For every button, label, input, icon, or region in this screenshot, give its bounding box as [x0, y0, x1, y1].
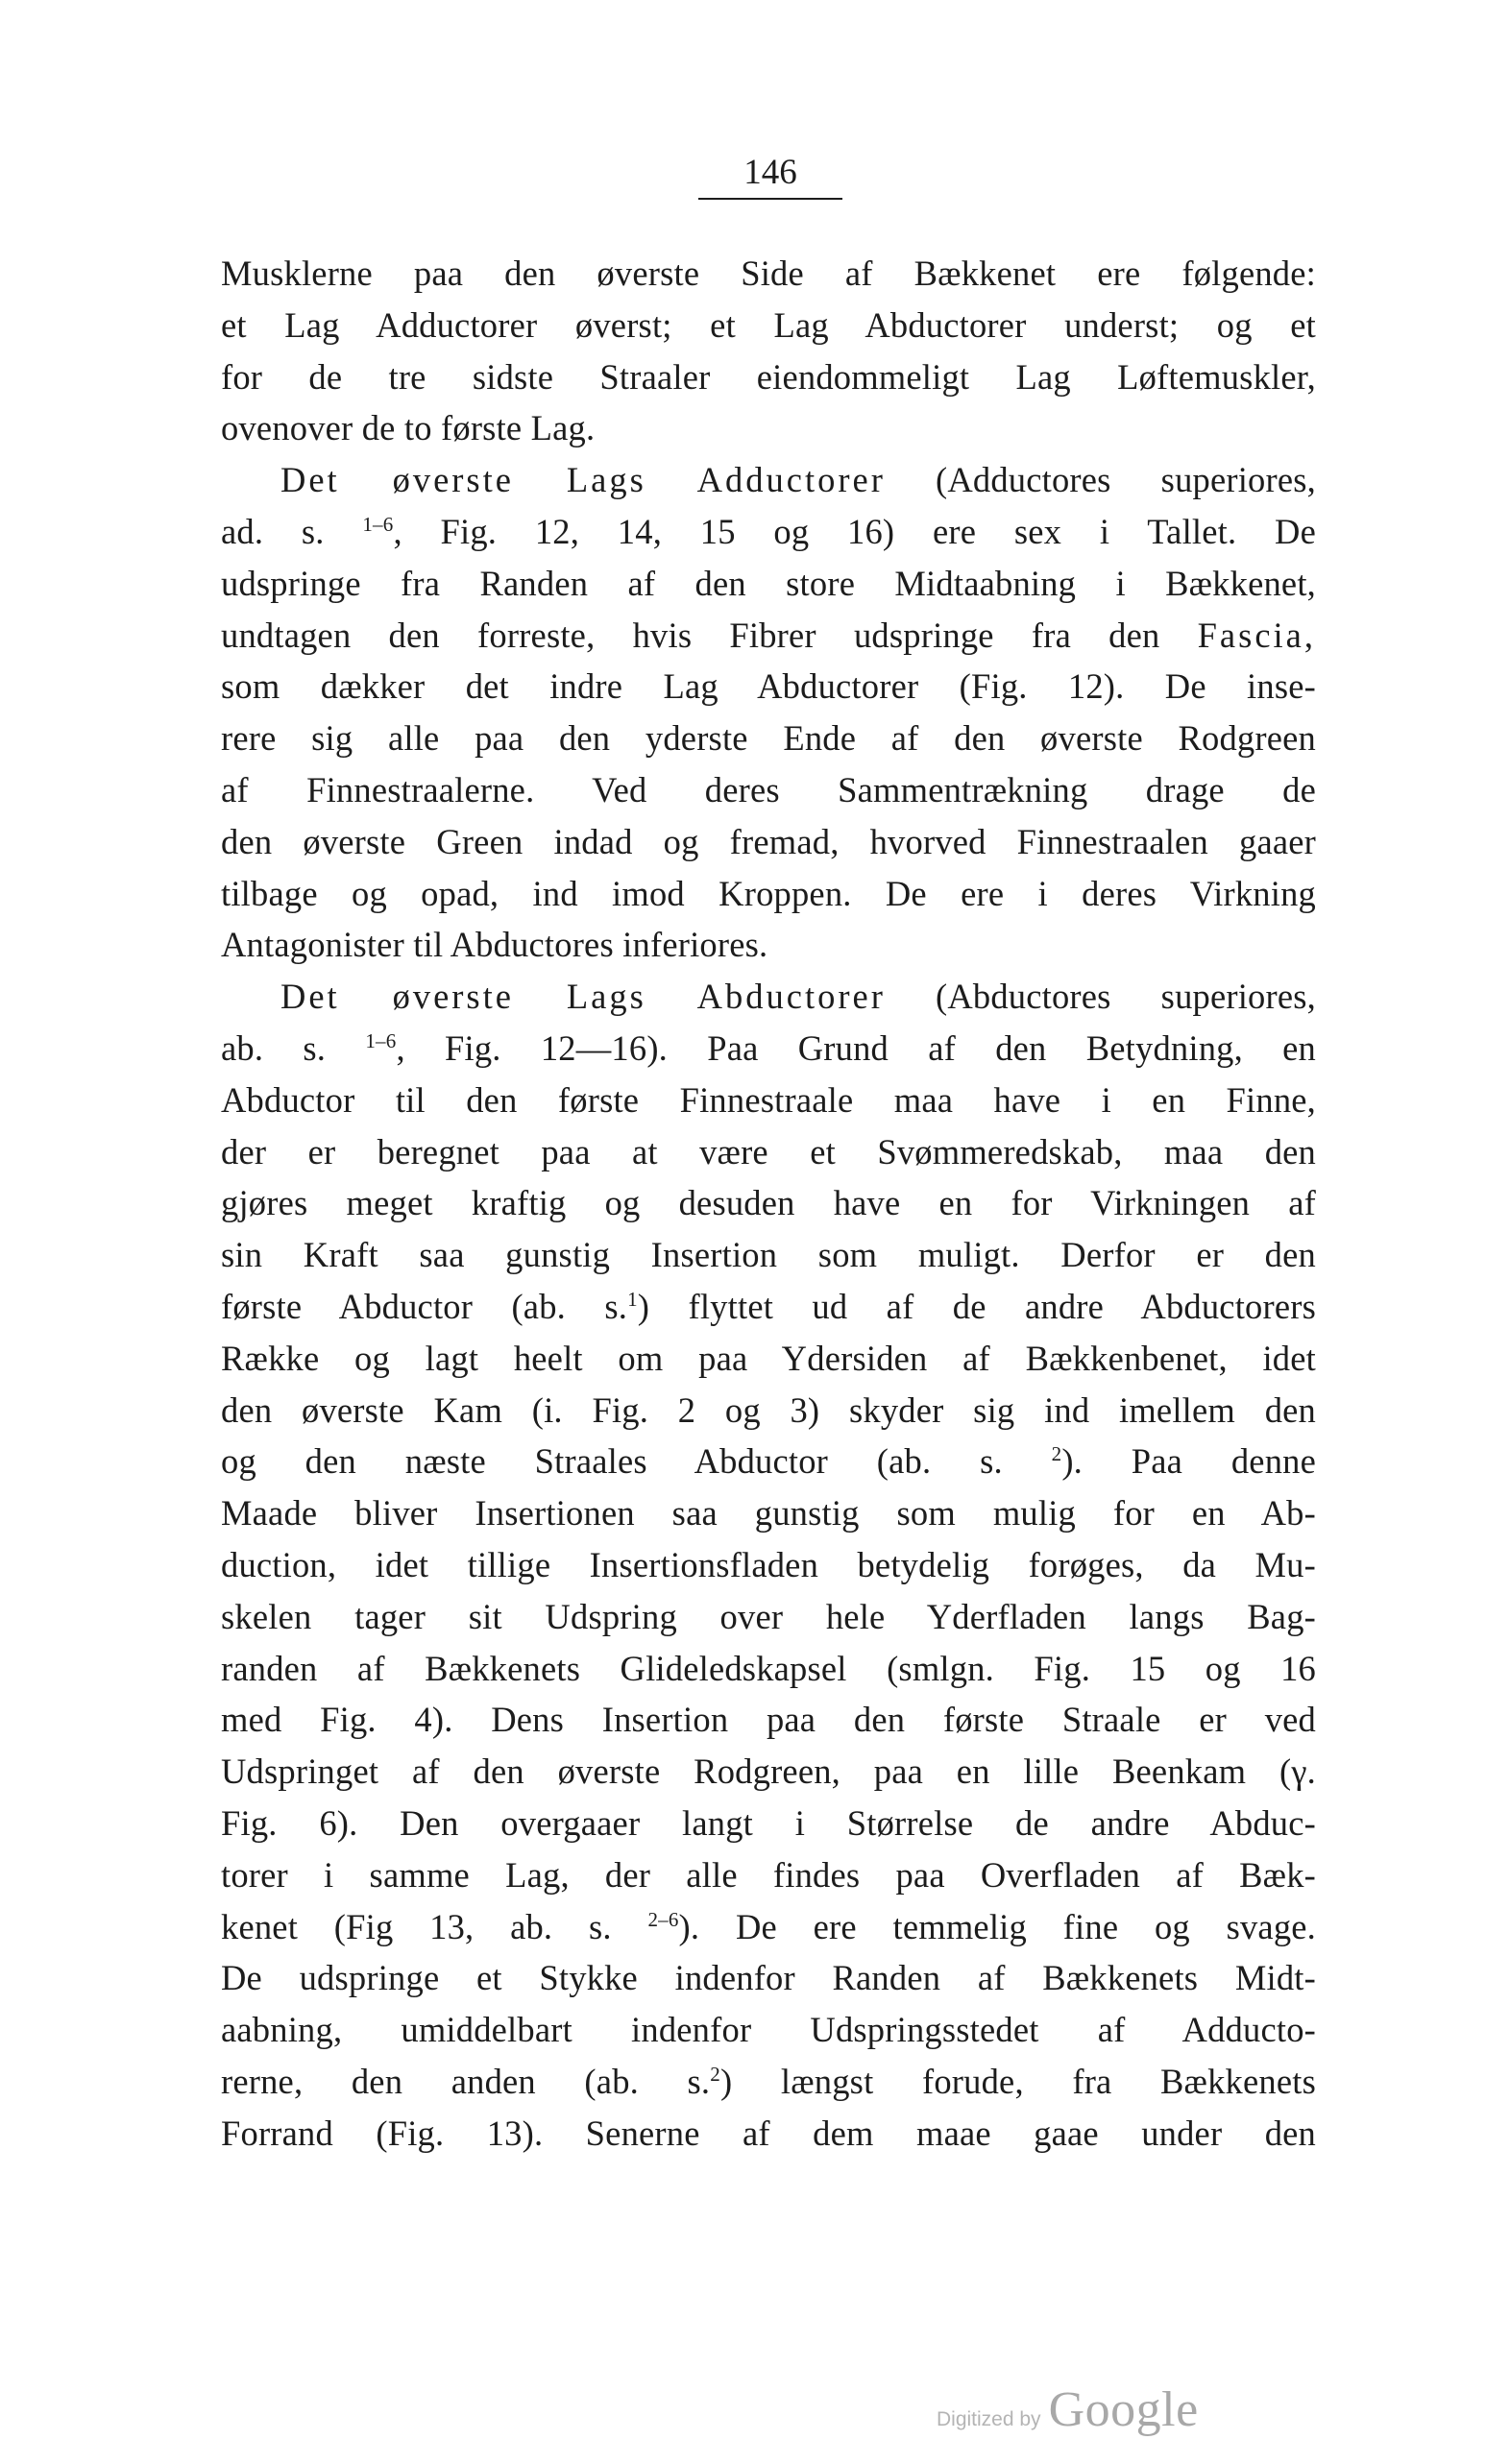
superscript-ref: 1 [627, 1287, 638, 1311]
text-line-13: tilbage og opad, ind imod Kroppen. De ere i deres Virkning [221, 873, 1316, 913]
text-line-5-rest: (Adductores superiores, [885, 460, 1316, 500]
text-line-19: gjøres meget kraftig og desuden have en for Virkningen af [221, 1183, 1316, 1223]
text-line-14: Antagonister til Abductores inferiores. [221, 925, 768, 965]
superscript-ref: 2 [710, 2062, 720, 2086]
page-number-rule [698, 198, 842, 200]
text-line-6-start: ad. s. [221, 511, 363, 551]
text-line-4: ovenover de to første Lag. [221, 408, 596, 448]
text-line-6 [221, 506, 1316, 558]
text-line-1: Musklerne paa den øverste Side af Bækkenet ere følgende: [221, 254, 1316, 293]
text-line-10: rere sig alle paa den yderste Ende af den øverste Rodgreen [221, 718, 1316, 759]
watermark-prefix: Digitized by [937, 2408, 1041, 2430]
text-line-3: for de tre sidste Straaler eiendommeligt Lag Løftemuskler, [221, 356, 1316, 397]
body-text [221, 248, 1316, 2159]
superscript-ref: 2–6 [647, 1907, 679, 1931]
text-line-20: sin Kraft saa gunstig Insertion som muligt. Derfor er den [221, 1235, 1316, 1275]
text-line-8-start: undtagen den forreste, hvis Fibrer udspringe fra den [221, 615, 1198, 655]
text-line-24-rest: ). Paa denne [1061, 1441, 1316, 1482]
text-line-33 [221, 1901, 1316, 1953]
text-line-29: med Fig. 4). Dens Insertion paa den første Straale er ved [221, 1700, 1316, 1740]
text-line-16-start: ab. s. [221, 1027, 366, 1068]
text-line-35: aabning, umiddelbart indenfor Udspringsstedet af Adducto- [221, 2010, 1316, 2050]
section-heading-abductores: Det øverste Lags Abductorer [280, 977, 886, 1017]
text-line-32: torer i samme Lag, der alle findes paa Overfladen af Bæk- [221, 1854, 1316, 1895]
text-line-27: skelen tager sit Udspring over hele Yderfladen langs Bag- [221, 1596, 1316, 1636]
google-logo: Google [1048, 2382, 1199, 2437]
text-line-36-rest: ) længst forude, fra Bækkenets [719, 2061, 1316, 2101]
text-line-24 [221, 1436, 1316, 1487]
text-line-15 [221, 971, 1316, 1023]
text-line-2: et Lag Adductorer øverst; et Lag Abductorer underst; og et [221, 304, 1316, 345]
text-line-28: randen af Bækkenets Glideledskapsel (smlgn. Fig. 15 og 16 [221, 1648, 1316, 1688]
text-line-26: duction, idet tillige Insertionsfladen betydelig forøges, da Mu- [221, 1544, 1316, 1584]
text-line-33-rest: ). De ere temmelig fine og svage. [678, 1906, 1317, 1946]
text-line-21 [221, 1281, 1316, 1333]
section-heading-adductores: Det øverste Lags Adductorer [280, 460, 886, 500]
text-line-16 [221, 1023, 1316, 1075]
text-line-24-start: og den næste Straales Abductor (ab. s. [221, 1441, 1052, 1482]
text-line-15-rest: (Abductores superiores, [885, 977, 1316, 1017]
text-line-11: af Finnestraalerne. Ved deres Sammentrækning drage de [221, 769, 1316, 809]
digitized-watermark [937, 2381, 1199, 2439]
text-line-7: udspringe fra Randen af den store Midtaabning i Bækkenet, [221, 563, 1316, 603]
text-line-36-start: rerne, den anden (ab. s. [221, 2061, 711, 2101]
superscript-ref: 2 [1051, 1442, 1062, 1466]
text-line-22: Række og lagt heelt om paa Ydersiden af Bækkenbenet, idet [221, 1338, 1316, 1378]
text-line-8 [221, 610, 1316, 662]
text-line-12: den øverste Green indad og fremad, hvorved Finnestraalen gaaer [221, 821, 1316, 861]
text-line-9: som dækker det indre Lag Abductorer (Fig. 12). De inse- [221, 666, 1316, 707]
text-line-23: den øverste Kam (i. Fig. 2 og 3) skyder sig ind imellem den [221, 1389, 1316, 1430]
text-line-36 [221, 2056, 1316, 2108]
text-line-33-start: kenet (Fig 13, ab. s. [221, 1906, 648, 1946]
text-line-30: Udspringet af den øverste Rodgreen, paa en lille Beenkam (γ. [221, 1751, 1316, 1792]
text-line-18: der er beregnet paa at være et Svømmeredskab, maa den [221, 1131, 1316, 1172]
superscript-ref: 1–6 [362, 512, 394, 536]
text-line-6-rest: , Fig. 12, 14, 15 og 16) ere sex i Tallet. De [393, 511, 1316, 551]
page-number: 146 [743, 153, 797, 192]
text-line-31: Fig. 6). Den overgaaer langt i Størrelse de andre Abduc- [221, 1802, 1316, 1843]
text-line-17: Abductor til den første Finnestraale maa have i en Finne, [221, 1079, 1316, 1120]
text-line-25: Maade bliver Insertionen saa gunstig som mulig for en Ab- [221, 1493, 1316, 1534]
text-line-34: De udspringe et Stykke indenfor Randen af Bækkenets Midt- [221, 1958, 1316, 1998]
text-line-5 [221, 454, 1316, 506]
text-line-37: Forrand (Fig. 13). Senerne af dem maae gaae under den [221, 2113, 1316, 2153]
superscript-ref: 1–6 [365, 1028, 397, 1052]
emphasis-fascia: Fascia, [1197, 615, 1316, 655]
text-line-16-rest: , Fig. 12—16). Paa Grund af den Betydning, en [396, 1027, 1316, 1068]
text-line-21-rest: ) flyttet ud af de andre Abductorers [637, 1286, 1316, 1326]
text-line-21-start: første Abductor (ab. s. [221, 1286, 628, 1326]
